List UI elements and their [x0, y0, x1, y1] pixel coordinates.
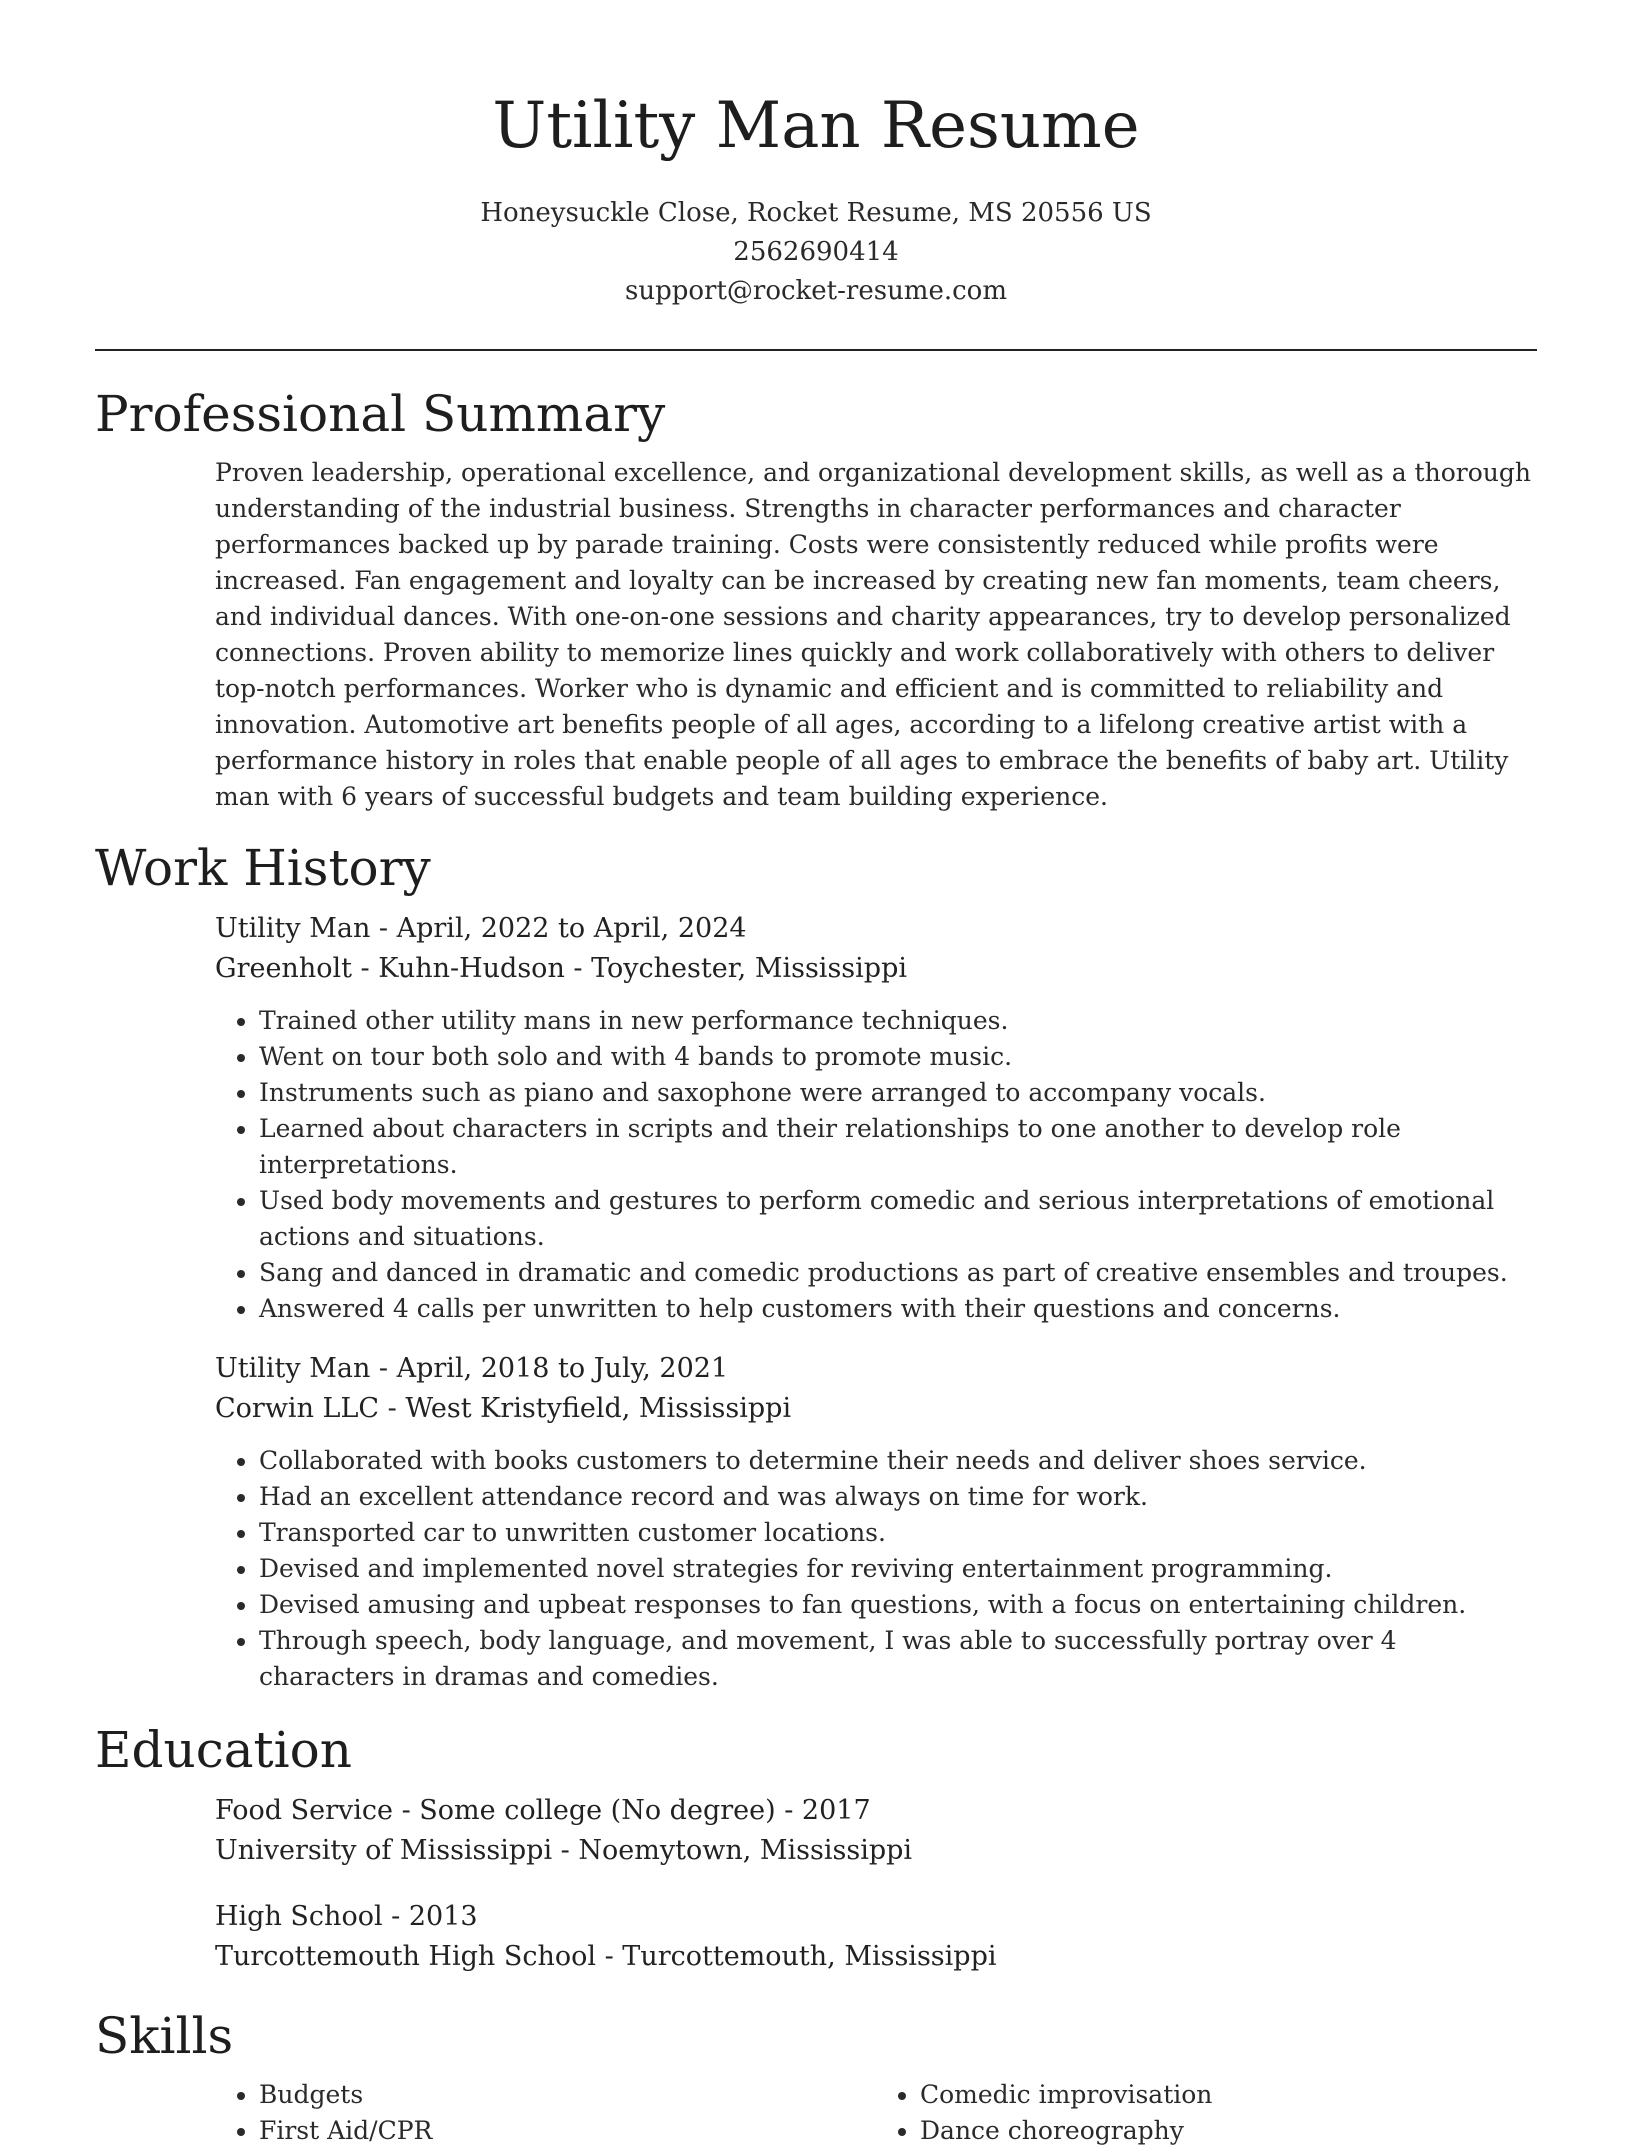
- skill-item: • Comedic improvisation: [920, 2077, 1537, 2113]
- contact-email: support@rocket-resume.com: [624, 276, 1007, 306]
- contact-address: Honeysuckle Close, Rocket Resume, MS 20556 US: [480, 198, 1152, 228]
- list-item: • Sang and danced in dramatic and comedic productions as part of creative ensembles and troupes.: [259, 1255, 1537, 1291]
- list-item: • Instruments such as piano and saxophone were arranged to accompany vocals.: [259, 1075, 1537, 1111]
- list-item: • Collaborated with books customers to determine their needs and deliver shoes service.: [259, 1443, 1537, 1479]
- list-item: • Through speech, body language, and movement, I was able to successfully portray over 4 characters in dramas and comedies.: [259, 1623, 1537, 1695]
- section-heading-education: Education: [95, 1721, 352, 1779]
- contact-phone: 2562690414: [733, 237, 899, 267]
- summary-text: Proven leadership, operational excellence, and organizational development skills, as well as a thorough understanding of the industrial business. Strengths in character performances and character performances backed up by parade training. Costs were consistently reduced while profits were increased. Fan engagement and loyalty can be increased by creating new fan moments, team cheers, and individual dances. With one-on-one sessions and charity appearances, try to develop personalized connections. Proven ability to memorize lines quickly and work collaboratively with others to deliver top-notch performances. Worker who is dynamic and efficient and is committed to reliability and innovation. Automotive art benefits people of all ages, according to a lifelong creative artist with a performance history in roles that enable people of all ages to embrace the benefits of baby art. Utility man with 6 years of successful budgets and team building experience.: [215, 458, 1531, 811]
- list-item: • Had an excellent attendance record and was always on time for work.: [259, 1479, 1537, 1515]
- section-heading-skills: Skills: [95, 2007, 234, 2065]
- education-school-line: University of Mississippi - Noemytown, Mississippi: [215, 1835, 913, 1866]
- job-duties-list: [215, 1443, 1537, 1695]
- education-school-line: Turcottemouth High School - Turcottemouth, Mississippi: [215, 1941, 997, 1972]
- job-duties-list: [215, 1003, 1537, 1327]
- professional-summary-section: [95, 381, 1537, 815]
- resume-title: Utility Man Resume: [492, 89, 1140, 163]
- list-item: • Devised amusing and upbeat responses to fan questions, with a focus on entertaining children.: [259, 1587, 1537, 1623]
- list-item: • Trained other utility mans in new performance techniques.: [259, 1003, 1537, 1039]
- job-entry: [215, 909, 1537, 1327]
- job-entry: [215, 1349, 1537, 1695]
- job-company-line: Greenholt - Kuhn-Hudson - Toychester, Mississippi: [215, 953, 907, 984]
- list-item: • Answered 4 calls per unwritten to help customers with their questions and concerns.: [259, 1291, 1537, 1327]
- job-title-line: Utility Man - April, 2018 to July, 2021: [215, 1353, 729, 1384]
- job-company-line: Corwin LLC - West Kristyfield, Mississippi: [215, 1393, 792, 1424]
- list-item: • Used body movements and gestures to perform comedic and serious interpretations of emotional actions and situations.: [259, 1183, 1537, 1255]
- header-divider: [95, 349, 1537, 351]
- education-entry: [215, 1791, 1537, 1871]
- list-item: • Went on tour both solo and with 4 bands to promote music.: [259, 1039, 1537, 1075]
- list-item: • Devised and implemented novel strategies for reviving entertainment programming.: [259, 1551, 1537, 1587]
- skills-list-right: [876, 2077, 1537, 2149]
- job-title-line: Utility Man - April, 2022 to April, 2024: [215, 913, 747, 944]
- work-history-section: [95, 835, 1537, 1695]
- list-item: • Learned about characters in scripts and their relationships to one another to develop role interpretations.: [259, 1111, 1537, 1183]
- education-entry: [215, 1897, 1537, 1977]
- section-heading-work-history: Work History: [95, 839, 431, 897]
- skills-section: [95, 2003, 1537, 2149]
- resume-header: [95, 0, 1537, 311]
- education-degree-line: Food Service - Some college (No degree) - 2017: [215, 1795, 871, 1826]
- section-heading-summary: Professional Summary: [95, 385, 666, 443]
- skill-item: • Budgets: [259, 2077, 876, 2113]
- education-degree-line: High School - 2013: [215, 1901, 478, 1932]
- skill-item: • Dance choreography: [920, 2113, 1537, 2149]
- skill-item: • First Aid/CPR: [259, 2113, 876, 2149]
- list-item: • Transported car to unwritten customer locations.: [259, 1515, 1537, 1551]
- skills-list-left: [215, 2077, 876, 2149]
- education-section: [95, 1717, 1537, 1977]
